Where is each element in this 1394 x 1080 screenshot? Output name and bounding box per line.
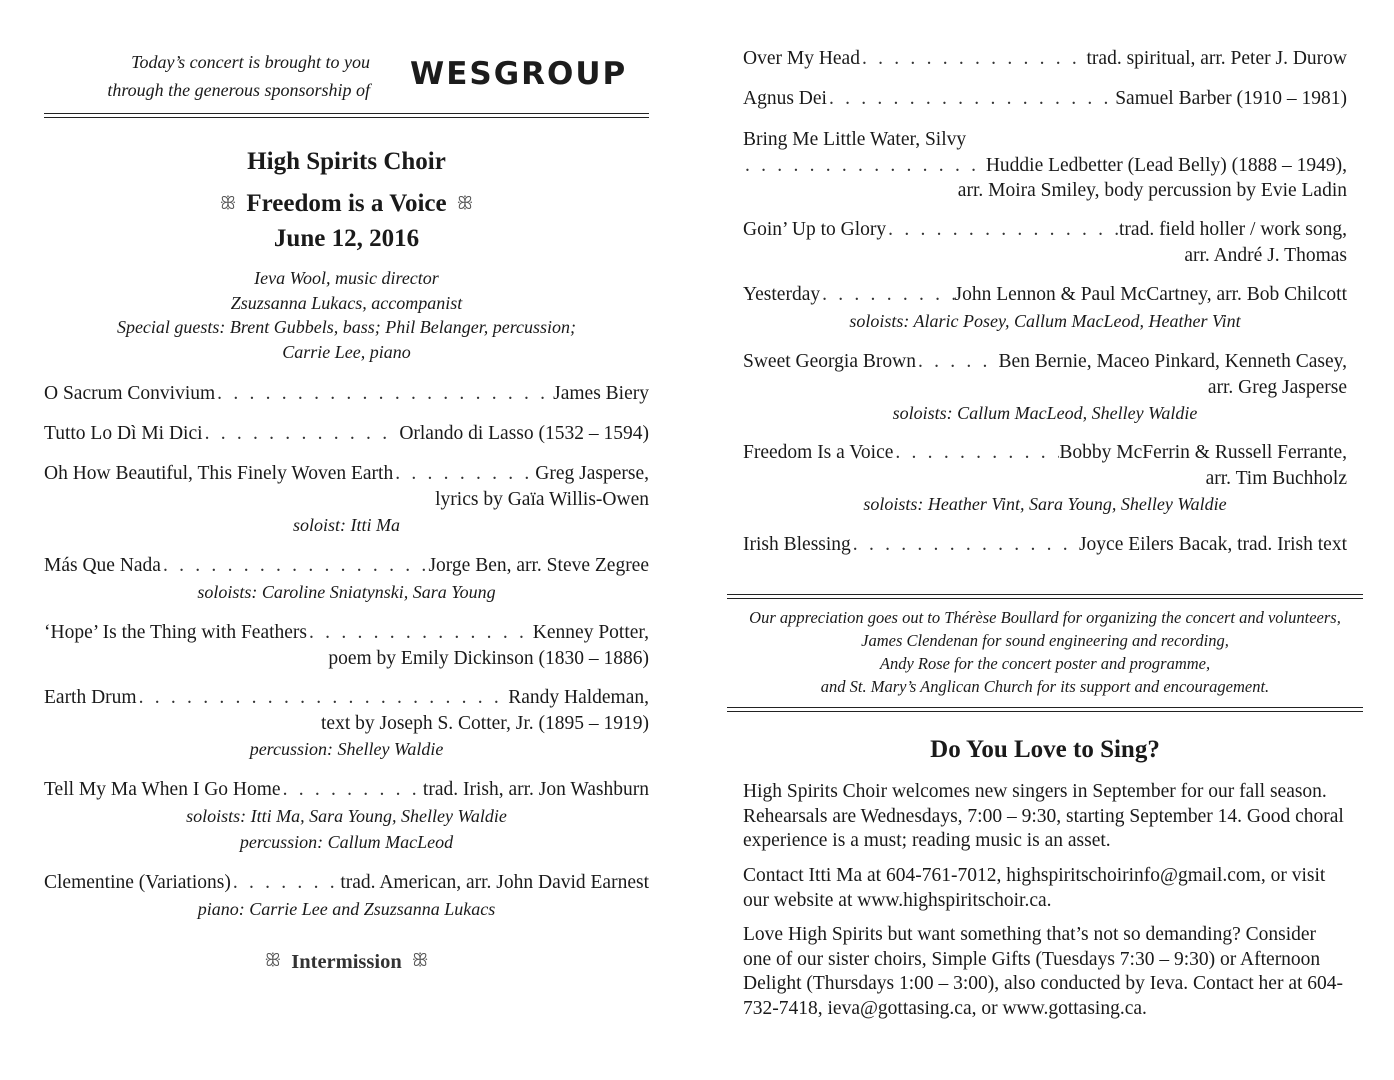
fleuron-right-icon: ꕥ <box>456 193 474 213</box>
piece-note: soloists: Callum MacLeod, Shelley Waldie <box>892 403 1198 423</box>
program-item <box>44 553 649 605</box>
concert-date: June 12, 2016 <box>273 225 420 252</box>
piece-title: Más Que Nada <box>44 555 161 576</box>
dot-leader <box>851 532 1079 558</box>
fleuron-left-icon: ꕥ <box>264 950 282 970</box>
piece-composer: Jorge Ben, arr. Steve Zegree <box>428 555 649 576</box>
piece-title: Yesterday <box>743 284 821 305</box>
piece-title: Bring Me Little Water, Silvy <box>743 129 967 150</box>
piece-title: O Sacrum Convivium <box>44 383 216 404</box>
piece-title: Irish Blessing <box>743 534 851 555</box>
piece-composer: trad. American, arr. John David Earnest <box>340 872 649 893</box>
piece-title: Goin’ Up to Glory <box>743 219 887 240</box>
program-item <box>44 620 649 671</box>
program-item <box>44 421 649 447</box>
piece-composer: Ben Bernie, Maceo Pinkard, Kenneth Casey, <box>998 351 1347 372</box>
dot-leader <box>893 440 1059 466</box>
piece-title: Sweet Georgia Brown <box>743 351 916 372</box>
sponsor-line-1: Today’s concert is brought to you <box>131 52 370 72</box>
recruit-heading: Do You Love to Sing? <box>930 736 1160 763</box>
dot-leader <box>215 381 553 407</box>
program-item <box>743 46 1347 72</box>
program-item <box>44 381 649 407</box>
piece-composer-cont: arr. Moira Smiley, body percussion by Evie Ladin <box>957 180 1347 201</box>
piece-composer: Greg Jasperse, <box>535 463 649 484</box>
intermission-label: Intermission <box>291 951 402 973</box>
piece-composer-cont: poem by Emily Dickinson (1830 – 1886) <box>328 647 649 669</box>
piece-composer: Randy Haldeman, <box>508 687 649 708</box>
header-rule <box>44 113 649 114</box>
thanks-bottom-rule <box>727 707 1363 708</box>
dot-leader <box>393 461 535 487</box>
thanks-line: James Clendenan for sound engineering and recording, <box>861 631 1229 650</box>
recruit-paragraph: High Spirits Choir welcomes new singers in September for our fall season. Rehearsals are Wednesdays, 7:00 – 9:30, starting September 14. Good choral experience is a must; reading music is an asset. <box>743 781 1344 852</box>
sponsor-line-2: through the generous sponsorship of <box>107 80 370 100</box>
credit-line: Zsuzsanna Lukacs, accompanist <box>230 292 463 313</box>
dot-leader <box>820 282 954 308</box>
thanks-top-rule <box>727 594 1363 595</box>
credits <box>44 266 649 365</box>
program-item <box>743 86 1347 112</box>
piece-composer: Samuel Barber (1910 – 1981) <box>1115 88 1347 109</box>
program-item <box>743 349 1347 426</box>
piece-composer: John Lennon & Paul McCartney, arr. Bob Chilcott <box>954 284 1347 305</box>
piece-note: soloists: Heather Vint, Sara Young, Shelley Waldie <box>863 494 1227 514</box>
piece-title: ‘Hope’ Is the Thing with Feathers <box>44 622 308 643</box>
piece-composer: Bobby McFerrin & Russell Ferrante, <box>1059 442 1347 463</box>
dot-leader <box>860 46 1087 72</box>
program-item <box>743 440 1347 517</box>
program-item <box>44 685 649 762</box>
piece-title: Earth Drum <box>44 687 137 708</box>
piece-title: Freedom Is a Voice <box>743 442 894 463</box>
intermission-line <box>44 950 649 974</box>
thanks-line: and St. Mary’s Anglican Church for its support and encouragement. <box>820 677 1270 696</box>
piece-composer: Joyce Eilers Bacak, trad. Irish text <box>1078 534 1347 555</box>
piece-title: Oh How Beautiful, This Finely Woven Earth <box>44 463 394 484</box>
program-item <box>743 532 1347 558</box>
piece-composer-cont: arr. Tim Buchholz <box>1205 467 1347 489</box>
piece-note: soloist: Itti Ma <box>293 515 400 535</box>
piece-composer: Huddie Ledbetter (Lead Belly) (1888 – 1949), <box>985 154 1347 176</box>
piece-title: Tell My Ma When I Go Home <box>44 779 281 800</box>
dot-leader <box>281 777 423 803</box>
sponsor-block <box>44 44 649 114</box>
acknowledgements <box>727 606 1363 698</box>
piece-composer-cont: arr. André J. Thomas <box>1184 244 1347 266</box>
piece-composer: trad. spiritual, arr. Peter J. Durow <box>1086 48 1347 69</box>
piece-title: Clementine (Variations) <box>44 872 231 893</box>
sponsor-text <box>80 48 370 104</box>
piece-composer: trad. field holler / work song, <box>1119 219 1347 240</box>
sponsor-logo: WESGROUP <box>410 56 628 92</box>
piece-composer: James Biery <box>553 383 649 404</box>
piece-note: piano: Carrie Lee and Zsuzsanna Lukacs <box>197 898 496 919</box>
thanks-line: Our appreciation goes out to Thérèse Boullard for organizing the concert and volunteers, <box>749 608 1341 627</box>
dot-leader <box>307 620 533 646</box>
sister-choirs-paragraph: Love High Spirits but want something that’s not so demanding? Consider one of our sister choirs, Simple Gifts (Tuesdays 7:30 – 9:30) or Afternoon Delight (Thursdays 1:00 – 3:00), also conducted by Ieva. Contact her at 604-732-7418, ieva@gottasing.ca, or www.gottasing.ca. <box>743 924 1344 1019</box>
piece-composer: Orlando di Lasso (1532 – 1594) <box>399 423 649 444</box>
dot-leader <box>916 349 998 375</box>
piece-note: percussion: Shelley Waldie <box>249 739 444 759</box>
program-item <box>743 127 1347 204</box>
fleuron-left-icon: ꕥ <box>219 193 237 213</box>
program-item <box>743 217 1347 268</box>
piece-composer-cont: arr. Greg Jasperse <box>1207 376 1347 398</box>
program-item <box>44 461 649 538</box>
dot-leader <box>743 153 986 179</box>
dot-leader <box>161 553 428 579</box>
program-item <box>44 870 649 922</box>
piece-note: soloists: Alaric Posey, Callum MacLeod, Heather Vint <box>849 310 1241 331</box>
piece-composer: trad. Irish, arr. Jon Washburn <box>422 779 649 800</box>
dot-leader <box>886 217 1119 243</box>
credit-line: Ieva Wool, music director <box>254 268 439 288</box>
program-item <box>44 777 649 855</box>
dot-leader <box>827 86 1115 112</box>
piece-composer-cont: text by Joseph S. Cotter, Jr. (1895 – 1919) <box>321 712 649 734</box>
piece-composer-cont: lyrics by Gaïa Willis-Owen <box>435 488 649 510</box>
dot-leader <box>203 421 400 447</box>
concert-title: Freedom is a Voice <box>246 190 447 217</box>
fleuron-right-icon: ꕥ <box>411 950 429 970</box>
piece-composer: Kenney Potter, <box>532 622 649 643</box>
dot-leader <box>137 685 509 711</box>
dot-leader <box>231 870 341 896</box>
piece-note: soloists: Itti Ma, Sara Young, Shelley Waldie <box>186 805 507 826</box>
credit-line: Carrie Lee, piano <box>282 342 411 363</box>
credit-line: Special guests: Brent Gubbels, bass; Phil Belanger, percussion; <box>116 317 577 338</box>
program-item <box>743 282 1347 334</box>
piece-title: Agnus Dei <box>743 88 827 109</box>
piece-note: soloists: Caroline Sniatynski, Sara Young <box>197 581 496 602</box>
piece-title: Over My Head <box>743 48 860 69</box>
piece-title: Tutto Lo Dì Mi Dici <box>44 423 203 444</box>
piece-note: percussion: Callum MacLeod <box>239 831 454 852</box>
thanks-line: Andy Rose for the concert poster and programme, <box>879 654 1211 673</box>
choir-name: High Spirits Choir <box>247 148 446 175</box>
concert-title-line <box>44 190 649 218</box>
contact-paragraph: Contact Itti Ma at 604-761-7012, highspiritschoirinfo@gmail.com, or visit our website at www.highspiritschoir.ca. <box>743 865 1326 911</box>
